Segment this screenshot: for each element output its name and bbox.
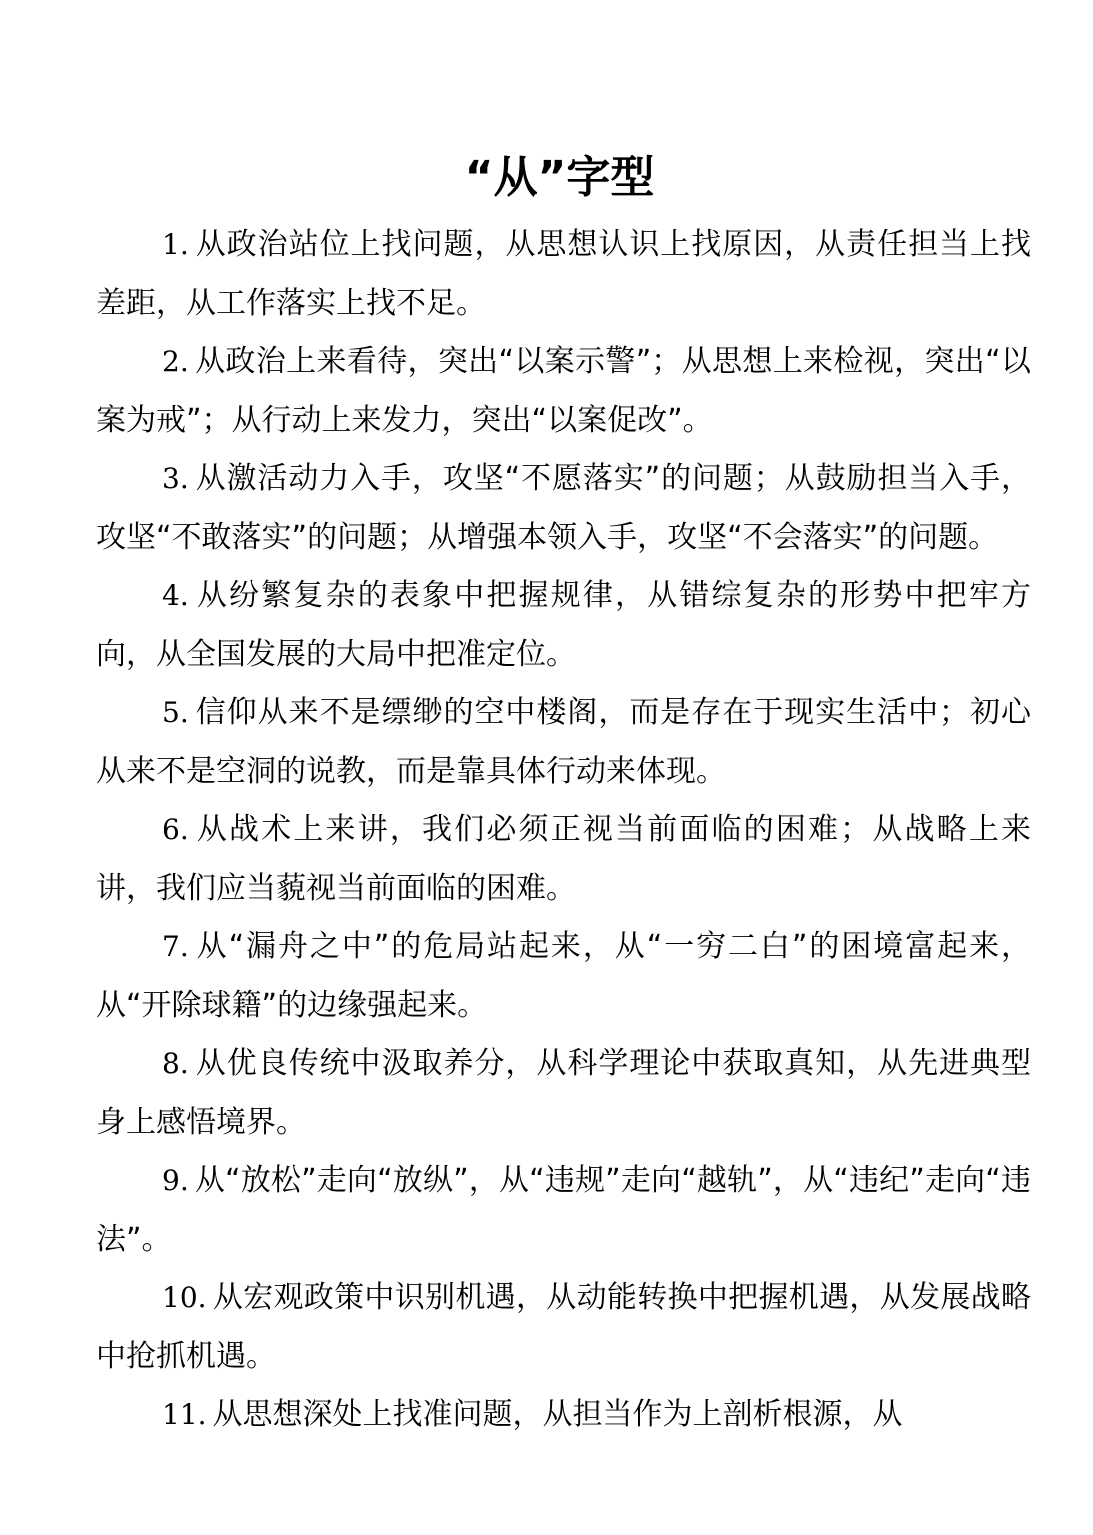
list-item [96,684,1031,801]
list-item [96,567,1031,684]
item-number: 9. [162,1164,189,1197]
item-number: 10. [162,1281,207,1314]
item-text: 从“漏舟之中”的危局站起来，从“一穷二白”的困境富起来，从“开除球籍”的边缘强起来。 [96,929,1031,1023]
document-page [96,140,1031,1445]
item-text: 从战术上来讲，我们必须正视当前面临的困难；从战略上来讲，我们应当藐视当前面临的困难。 [96,812,1031,906]
list-item [96,333,1031,450]
list-item [96,801,1031,918]
item-text: 从“放松”走向“放纵”，从“违规”走向“越轨”，从“违纪”走向“违法”。 [96,1163,1031,1257]
item-number: 2. [162,345,189,378]
list-item [96,450,1031,567]
item-text: 从政治站位上找问题，从思想认识上找原因，从责任担当上找差距，从工作落实上找不足。 [96,227,1031,321]
item-text: 从优良传统中汲取养分，从科学理论中获取真知，从先进典型身上感悟境界。 [96,1046,1031,1140]
item-text: 从政治上来看待，突出“以案示警”；从思想上来检视，突出“以案为戒”；从行动上来发力，突出“以案促改”。 [96,344,1031,438]
item-text: 从思想深处上找准问题，从担当作为上剖析根源，从 [212,1397,903,1432]
item-number: 4. [162,579,189,612]
item-number: 5. [162,696,189,729]
item-text: 从纷繁复杂的表象中把握规律，从错综复杂的形势中把牢方向，从全国发展的大局中把准定位。 [96,578,1031,672]
item-number: 8. [162,1047,189,1080]
item-number: 11. [162,1398,207,1431]
document-title: “从”字型 [464,152,655,203]
list-item [96,918,1031,1035]
item-number: 7. [162,930,189,963]
item-text: 信仰从来不是缥缈的空中楼阁，而是存在于现实生活中；初心从来不是空洞的说教，而是靠具体行动来体现。 [96,695,1031,789]
list-item [96,1386,1031,1445]
item-number: 3. [162,462,189,495]
item-text: 从宏观政策中识别机遇，从动能转换中把握机遇，从发展战略中抢抓机遇。 [96,1280,1031,1374]
item-number: 1. [162,228,189,261]
item-list [96,216,1031,1445]
list-item [96,1035,1031,1152]
item-text: 从激活动力入手，攻坚“不愿落实”的问题；从鼓励担当入手，攻坚“不敢落实”的问题；从增强本领入手，攻坚“不会落实”的问题。 [96,461,1031,555]
list-item [96,1269,1031,1386]
item-number: 6. [162,813,189,846]
list-item [96,216,1031,333]
list-item [96,1152,1031,1269]
